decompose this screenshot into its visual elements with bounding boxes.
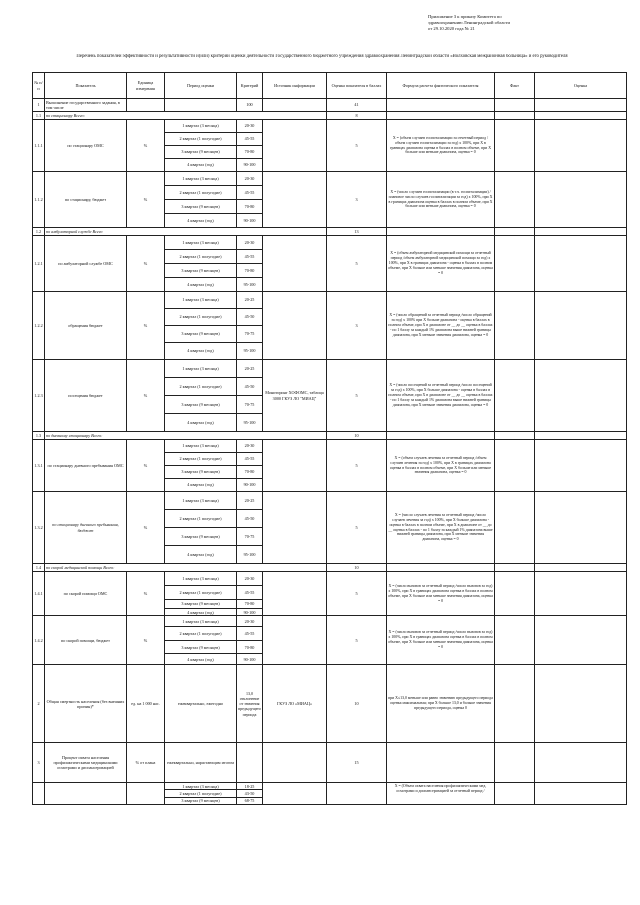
period-cell: 1 квартал (3 месяца) [165, 236, 237, 250]
document-title: Перечень показателей эффективности и результативности и(или) критерии оценки деятельности Государственного бюджетного учреждения здравоохранения Ленинградской области «Волховская межрайонная больница» и его руководителя [76, 54, 568, 59]
criterion-cell: 70-80 [237, 264, 263, 278]
period-cell: 1 квартал (3 месяца) [165, 616, 237, 627]
criterion-cell: 70-75 [237, 326, 263, 343]
table-row [33, 292, 627, 309]
criterion-cell: 95-100 [237, 343, 263, 360]
row-num: 1.2.2 [33, 292, 45, 360]
period-cell: 4 квартал (год) [165, 278, 237, 292]
period-cell: 2 квартал (1 полугодие) [165, 186, 237, 200]
table-row [33, 120, 627, 133]
period-cell: 3 квартал (9 месяцев) [165, 200, 237, 214]
row-points: 5 [327, 616, 387, 665]
row-points: 5 [327, 440, 387, 492]
period-cell: 2 квартал (1 полугодие) [165, 250, 237, 264]
table-row [33, 572, 627, 586]
period-cell: 4 квартал (год) [165, 609, 237, 616]
row-indicator: Процент охвата населения профилактическими медицинскими осмотрами и диспансеризацией [45, 743, 127, 783]
section-row [33, 228, 627, 236]
criterion-cell: 45-55 [237, 186, 263, 200]
period-cell: 3 квартал (9 месяцев) [165, 264, 237, 278]
section-row [33, 432, 627, 440]
header-score: Оценка [535, 73, 627, 99]
row-points: 10 [327, 665, 387, 743]
row-formula: Х = (объем случаев лечения за отчетный период /объем случаев лечения за год) х 100%, при Х в границах диапазона оценка в баллах в полном объеме, при Х больше или меньше значения диапазона, оценка = 0 [387, 440, 495, 492]
criterion-cell: 20-30 [237, 172, 263, 186]
criterion-cell: 70-80 [237, 466, 263, 479]
row-source: ГКУЗ ЛО «МИАЦ» [263, 665, 327, 743]
period-cell: 2 квартал (1 полугодие) [165, 309, 237, 326]
criterion-cell: 20-25 [237, 492, 263, 510]
criterion-cell: 70-80 [237, 600, 263, 609]
period-cell: 3 квартал (9 месяцев) [165, 396, 237, 414]
row-unit: % от плана [127, 743, 165, 783]
criterion-cell: 90-100 [237, 609, 263, 616]
criterion-cell: 70-75 [237, 528, 263, 546]
row-unit: % [127, 236, 165, 292]
table-row [33, 172, 627, 186]
row-num: 1.3.1 [33, 440, 45, 492]
period-cell: 3 квартал (9 месяцев) [165, 326, 237, 343]
period-cell: 1 квартал (3 месяца) [165, 572, 237, 586]
criterion-cell: 43-50 [237, 790, 263, 797]
row-num: 3 [33, 743, 45, 783]
row-indicator: Выполнение государственного задания, в том числе [45, 99, 127, 112]
row-formula: Х = (число обращений за отчетный период /число обращений за год) х 100% при Х больше диапазона - оценка в баллах в полном объеме, при Х в диапазоне от __ до __ оценка в баллах - по 1 баллу за каждый 1% диапазона выше нижней границы диапазона, при Х меньше значения диапазона, оценка = 0 [387, 292, 495, 360]
row-points: 5 [327, 120, 387, 172]
criterion-cell: 95-100 [237, 414, 263, 432]
row-formula: при Х≤13,0 меньше или равно значению предыдущего периода оценка максимальная; при Х больше 13,0 и больше значения предыдущего периода, оценка 0 [387, 665, 495, 743]
header-formula: Формула расчета фактического показателя [387, 73, 495, 99]
criterion-cell: 45-55 [237, 250, 263, 264]
row-points: 5 [327, 236, 387, 292]
section-num: 1.3 [33, 432, 45, 440]
appendix-line-2: здравоохранению Ленинградской области [428, 20, 511, 25]
period-cell: 4 квартал (год) [165, 654, 237, 665]
header-period: Период оценки [165, 73, 237, 99]
section-points: 8 [327, 112, 387, 120]
row-indicator: по стационару ОМС [45, 120, 127, 172]
row-indicator: по скорой помощи ОМС [45, 572, 127, 616]
table-row [33, 440, 627, 453]
section-title: по скорой медицинской помощи Всего: [45, 564, 327, 572]
criterion-cell: 90-100 [237, 654, 263, 665]
section-row [33, 112, 627, 120]
period-cell: 3 квартал (9 месяцев) [165, 641, 237, 654]
row-points: 5 [327, 360, 387, 432]
table-row [33, 99, 627, 112]
row-unit: % [127, 172, 165, 228]
row-formula: Х = (Объем охвата населения профилактическими мед. осмотрами и диспансеризацией за отчетный период / [387, 783, 495, 805]
criterion-cell: 20-30 [237, 440, 263, 453]
section-points: 13 [327, 228, 387, 236]
criterion-cell: 20-25 [237, 292, 263, 309]
criterion-cell: 90-100 [237, 479, 263, 492]
row-formula: Х = (объем случаев госпитализации за отчетный период /объем случаев госпитализации за год) х 100%, при Х в границах диапазона оценка в баллах в полном объеме, при Х больше или меньше диапазона, оценка = 0 [387, 120, 495, 172]
criterion-cell: 45-50 [237, 510, 263, 528]
row-unit: % [127, 616, 165, 665]
row-num: 1.1.2 [33, 172, 45, 228]
criterion-cell: 45-55 [237, 453, 263, 466]
criterion-cell: 70-80 [237, 641, 263, 654]
criterion-cell: 20-30 [237, 572, 263, 586]
row-num: 1.2.3 [33, 360, 45, 432]
criterion-cell: 70-80 [237, 200, 263, 214]
header-indicator: Показатель [45, 73, 127, 99]
row-num: 1.4.2 [33, 616, 45, 665]
period-cell: 4 квартал (год) [165, 343, 237, 360]
criterion-cell: 70-75 [237, 396, 263, 414]
row-num: 1.1.1 [33, 120, 45, 172]
period-cell: 2 квартал (1 полугодие) [165, 378, 237, 396]
appendix-line-1: Приложение 3 к приказу Комитета по [428, 14, 502, 19]
criterion-cell: 90-100 [237, 159, 263, 172]
section-points: 10 [327, 564, 387, 572]
row-unit: % [127, 492, 165, 564]
criterion-cell: 45-50 [237, 309, 263, 326]
section-num: 1.1 [33, 112, 45, 120]
header-source: Источник информации [263, 73, 327, 99]
row-indicator: обращения бюджет [45, 292, 127, 360]
section-title: по амбулаторной службе Всего [45, 228, 327, 236]
row-unit: % [127, 572, 165, 616]
criterion-cell: 20-30 [237, 236, 263, 250]
table-row [33, 236, 627, 250]
row-points: 3 [327, 172, 387, 228]
period-cell: 2 квартал (1 полугодие) [165, 586, 237, 600]
header-fact: Факт [495, 73, 535, 99]
period-cell: 4 квартал (год) [165, 214, 237, 228]
row-indicator: по стационару, бюджет [45, 172, 127, 228]
row-indicator: по скорой помощи, бюджет [45, 616, 127, 665]
period-cell: 3 квартал (9 месяцев) [165, 146, 237, 159]
criterion-cell: 45-55 [237, 133, 263, 146]
table-row [33, 492, 627, 510]
row-indicator: по стационару дневного пребывания ОМС [45, 440, 127, 492]
row-formula: Х = (число случаев лечения за отчетный период /число случаев лечения за год) х 100%, при Х больше диапазона - оценка в баллах в полном объеме, при Х в диапазоне от __ до __ оценка в баллах - по 1 баллу за каждый 1% диапазона выше нижней границы диапазона, при Х меньше значения диапазона, оценка = 0 [387, 492, 495, 564]
table-row [33, 743, 627, 783]
section-num: 1.2 [33, 228, 45, 236]
row-points: 15 [327, 743, 387, 783]
table-header-row [33, 73, 627, 99]
row-formula: Х = (число вызовов за отчетный период /число вызовов за год) х 100%, при Х в границах диапазона оценка в баллах в полном объеме, при Х больше или меньше значения диапазона, оценка = 0 [387, 572, 495, 616]
row-num: 1.3.2 [33, 492, 45, 564]
period-cell: 3 квартал (9 месяцев) [165, 528, 237, 546]
row-points: 5 [327, 492, 387, 564]
criterion-cell: 45-55 [237, 627, 263, 641]
period-cell: 1 квартал (3 месяца) [165, 440, 237, 453]
header-criterion: Критерий [237, 73, 263, 99]
appendix-line-3: от 29.10.2020 года № 21 [428, 26, 475, 31]
row-unit: % [127, 292, 165, 360]
row-formula: Х = (число случаев госпитализации (в т.ч. госпитализации) / плановое число случаев госпитализации за год) х 100%, при Х в границах диапазона оценка в баллах в полном объеме, при Х больше или меньше диапазона, оценка = 0 [387, 172, 495, 228]
criterion-cell: 18-25 [237, 783, 263, 790]
row-indicator: по стационару дневного пребывания, бюджет [45, 492, 127, 564]
indicators-table [32, 72, 627, 805]
row-period: ежеквартально, нарастающим итогом [165, 743, 237, 783]
criterion-cell: 95-100 [237, 278, 263, 292]
criterion-cell: 20-25 [237, 360, 263, 378]
row-formula: Х = (число вызовов за отчетный период /число вызовов за год) х 100%, при Х в границах диапазона оценка в баллах в полном объеме, при Х больше или меньше значения диапазона, оценка = 0 [387, 616, 495, 665]
period-cell: 1 квартал (3 месяца) [165, 783, 237, 790]
period-cell: 2 квартал (1 полугодие) [165, 790, 237, 797]
row-unit: % [127, 440, 165, 492]
section-title: по стационару Всего: [45, 112, 327, 120]
row-unit: % [127, 360, 165, 432]
period-cell: 4 квартал (год) [165, 479, 237, 492]
criterion-cell: 45-50 [237, 378, 263, 396]
criterion-cell: 68-75 [237, 797, 263, 804]
period-cell: 4 квартал (год) [165, 546, 237, 564]
appendix-note [428, 14, 628, 32]
period-cell: 2 квартал (1 полугодие) [165, 133, 237, 146]
period-cell: 1 квартал (3 месяца) [165, 120, 237, 133]
table-row [33, 360, 627, 378]
table-row [33, 616, 627, 627]
row-criterion: 13,0 отклонение от значения предыдущего периода [237, 665, 263, 743]
row-indicator: посещения бюджет [45, 360, 127, 432]
row-num: 2 [33, 665, 45, 743]
period-cell: 3 квартал (9 месяцев) [165, 466, 237, 479]
row-points: 5 [327, 572, 387, 616]
criterion-cell: 20-30 [237, 616, 263, 627]
header-unit: Единица измерения [127, 73, 165, 99]
criterion-cell: 90-100 [237, 214, 263, 228]
row-indicator: по амбулаторной службе ОМС [45, 236, 127, 292]
period-cell: 3 квартал (9 месяцев) [165, 600, 237, 609]
row-num: 1.2.1 [33, 236, 45, 292]
criterion-cell: 45-55 [237, 586, 263, 600]
section-num: 1.4 [33, 564, 45, 572]
criterion-cell: 70-80 [237, 146, 263, 159]
row-unit: % [127, 120, 165, 172]
table-row [33, 783, 627, 790]
criterion-cell: 20-30 [237, 120, 263, 133]
header-points: Оценка показателя в баллах [327, 73, 387, 99]
row-points: 3 [327, 292, 387, 360]
row-unit: ед. на 1 000 нас. [127, 665, 165, 743]
section-points: 10 [327, 432, 387, 440]
period-cell: 2 квартал (1 полугодие) [165, 627, 237, 641]
row-num: 1.4.1 [33, 572, 45, 616]
period-cell: 4 квартал (год) [165, 414, 237, 432]
row-period: ежеквартально, ежегодно [165, 665, 237, 743]
row-criterion: 100 [237, 99, 263, 112]
row-formula: Х = (число посещений за отчетный период /число посещений за год) х 100%, при Х больше диапазона - оценка в баллах в полном объеме, при Х в диапазоне от __ до __ оценка в баллах - по 1 баллу за каждый 1% диапазона выше нижней границы диапазона, при Х меньше значения диапазона, оценка = 0 [387, 360, 495, 432]
period-cell: 1 квартал (3 месяца) [165, 172, 237, 186]
table-row [33, 665, 627, 743]
row-formula: Х = (объем амбулаторной медицинской помощи за отчетный период /объем амбулаторной медицинской помощи за год) х 100%, при Х в границах диапазона - оценка в баллах в полном объеме, при Х больше или меньше значения диапазона, оценка = 0 [387, 236, 495, 292]
row-indicator: Общая смертность населения (без внешних причин)* [45, 665, 127, 743]
period-cell: 1 квартал (3 месяца) [165, 292, 237, 309]
section-row [33, 564, 627, 572]
row-num: 1 [33, 99, 45, 112]
section-title: по дневному стационару Всего: [45, 432, 327, 440]
period-cell: 1 квартал (3 месяца) [165, 492, 237, 510]
period-cell: 2 квартал (1 полугодие) [165, 510, 237, 528]
header-num: № п/п [33, 73, 45, 99]
row-points: 41 [327, 99, 387, 112]
criterion-cell: 95-100 [237, 546, 263, 564]
period-cell: 3 квартал (9 месяцев) [165, 797, 237, 804]
period-cell: 2 квартал (1 полугодие) [165, 453, 237, 466]
period-cell: 4 квартал (год) [165, 159, 237, 172]
row-source: Мониторинг ХОФОМС, таблица 3000 ГКУЗ ЛО "МИАЦ" [263, 360, 327, 432]
period-cell: 1 квартал (3 месяца) [165, 360, 237, 378]
